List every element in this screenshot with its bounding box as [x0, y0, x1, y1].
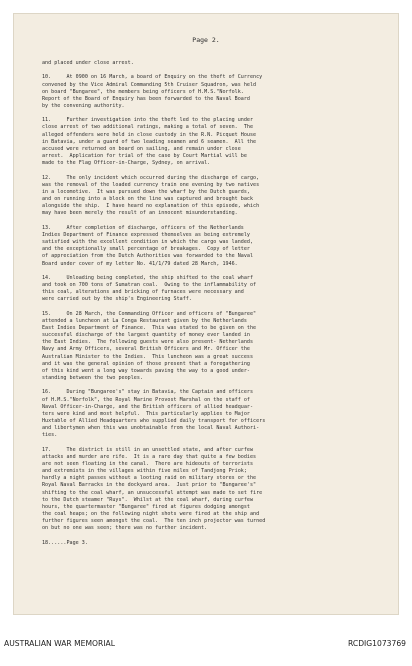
- document-body: [42, 60, 382, 554]
- paragraph-13: 13. After completion of discharge, officers of the Netherlands Indies Department of Finance expressed themselves as being extremely satisfied with the excellent condition in which the cargo was landed, and the exceptionally small percentage of breakages. Copy of letter of appreciation from the Dutch Authorities was forwarded to the Naval Board under cover of my letter No. 41/1/79 dated 28 March, 1946.: [42, 224, 254, 267]
- archive-name: AUSTRALIAN WAR MEMORIAL: [4, 639, 115, 648]
- page-label: Page 2.: [192, 36, 220, 44]
- record-id: RCDIG1073769: [348, 639, 406, 648]
- paragraph-11: 11. Further investigation into the theft led to the placing under close arrest of two additional ratings, making a total of seven. The alleged offenders were held in close custody in the R.N. Picquet House in Batavia, under a guard of two leading seamen and 6 seamen. All the accused were returned on board on sailing, and remain under close arrest. Application for trial of the case by Court Martial will be made to the Flag Officer-in-Charge, Sydney, on arrival.: [42, 117, 257, 167]
- paragraph-12: 12. The only incident which occurred during the discharge of cargo, was the removal of the loaded currency train one evening by two natives in a locomotive. It was pursued down the wharf by the Dutch guards, and on running into a block on the line was captured and brought back alongside the ship. I have heard no explanation of this episode, which may have been merely the result of an innocent misunderstanding.: [42, 174, 260, 217]
- paragraph-14: 14. Unloading being completed, the ship shifted to the coal wharf and took on 700 tons of Sumatran coal. Owing to the inflammability of this coal, alterations and bricking of furnaces were necessary and were carried out by the ship's Engineering Staff.: [42, 274, 257, 303]
- continuation-line: 18......Page 3.: [42, 539, 88, 546]
- paragraph-16: 16. During "Bungaree's" stay in Batavia, the Captain and officers of H.M.S."Norfolk", the Royal Marine Provost Marshal on the staff of Naval Officer-in-Charge, and the British officers of allied headquar- ters were kind and most helpful. This particularly applies to Major Huxtable of Allied Headquarters who supplied daily transport for officers and libertymen when this was unobtainable from the local Naval Authori- ties.: [42, 389, 266, 439]
- paragraph-10: 10. At 0900 on 16 March, a board of Enquiry on the theft of Currency convened by the Vice Admiral Commanding 5th Cruiser Squadron, was held on board "Bungaree", the members being officers of H.M.S."Norfolk. Report of the Board of Enquiry has been forwarded to the Naval Board by the convening authority.: [42, 74, 263, 109]
- paragraph-17: 17. The district is still in an unsettled state, and after curfew attacks and murder are rife. It is a rare day that quite a few bodies are not seen floating in the canal. There are hideouts of terrorists and extremists in the villages within five miles of Tandjong Priok; hardly a night passes without a looting raid on military stores or the Royal Naval Barracks in the dockyard area. Just prior to "Bungaree's" shifting to the coal wharf, an unsuccessful attempt was made to set fire to the Dutch steamer "Ruys". Whilst at the coal wharf, during curfew hours, the quartermaster "Bungaree" fired at figures dodging amongst the coal heaps; on the following night shots were fired at the ship and further figures seen amongst the coal. The ten inch projector was turned on but no one was seen; there was no further incident.: [42, 446, 266, 532]
- paragraph-15: 15. On 28 March, the Commanding Officer and officers of "Bungaree" attended a luncheon at La Conga Restaurant given by the Netherlands East Indies Department of Finance. This was stated to be given on the successful discharge of the largest quantity of money ever landed in the East Indies. The following guests were also present- Netherlands Navy and Army Officers, several British Officers and Mr. Officer the Australian Minister to the Indies. This luncheon was a great success and it was the general opinion of those present that a foregathering of this kind went a long way towards paving the way to a good under- standing between the two peoples.: [42, 310, 257, 382]
- document-page: [14, 14, 398, 614]
- opening-line: and placed under close arrest.: [42, 60, 134, 66]
